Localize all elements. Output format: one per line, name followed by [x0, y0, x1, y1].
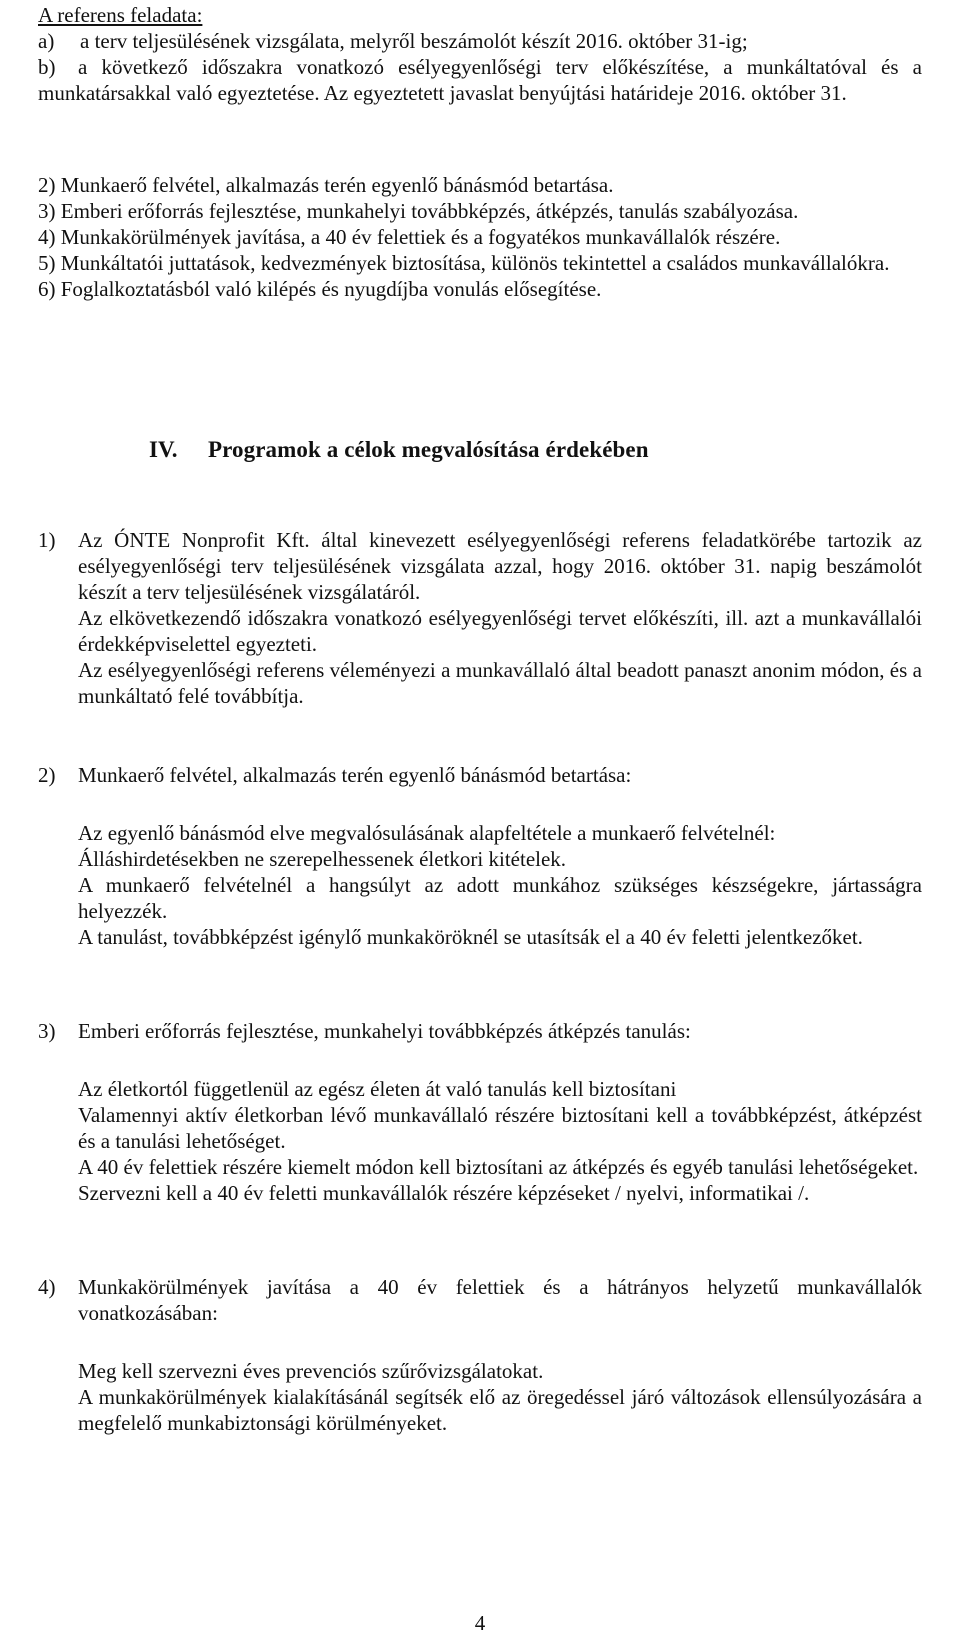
section-2-p4: A tanulást, továbbképzést igénylő munkaköröknél se utasítsák el a 40 év feletti jelentkezőket. — [78, 925, 863, 949]
section-3-title: 3) Emberi erőforrás fejlesztése, munkahelyi továbbképzés átképzés tanulás: — [38, 1019, 691, 1043]
section-4-p1: Meg kell szervezni éves prevenciós szűrővizsgálatokat. — [78, 1359, 544, 1383]
section-heading — [149, 437, 649, 463]
referens-label: A referens feladata: — [38, 3, 203, 27]
section-1 — [38, 527, 922, 709]
goal-item-6: 6) Foglalkoztatásból való kilépés és nyugdíjba vonulás elősegítése. — [38, 277, 602, 301]
section-3-p4: Szervezni kell a 40 év feletti munkavállalók részére képzéseket / nyelvi, informatikai /. — [78, 1181, 810, 1205]
section-3 — [38, 1018, 922, 1206]
task-a: a) a terv teljesülésének vizsgálata, melyről beszámolót készít 2016. október 31-ig; — [38, 29, 748, 53]
goal-item-5: 5) Munkáltatói juttatások, kedvezmények biztosítása, különös tekintettel a családos munkavállalókra. — [38, 251, 890, 275]
section-3-p2: Valamennyi aktív életkorban lévő munkavállaló részére biztosítani kell a továbbképzést, átképzést és a tanulási lehetőséget. — [78, 1103, 922, 1153]
section-3-p1: Az életkortól függetlenül az egész életen át való tanulás kell biztosítani — [78, 1077, 677, 1101]
section-2-p1: Az egyenlő bánásmód elve megvalósulásának alapfeltétele a munkaerő felvételnél: — [78, 821, 776, 845]
section-2-p3: A munkaerő felvételnél a hangsúlyt az adott munkához szükséges készségekre, jártasságra helyezzék. — [78, 873, 922, 923]
section-2 — [38, 762, 922, 950]
goal-item-2: 2) Munkaerő felvétel, alkalmazás terén egyenlő bánásmód betartása. — [38, 173, 614, 197]
page-number: 4 — [474, 1611, 486, 1635]
section-1-p3: Az esélyegyenlőségi referens véleményezi a munkavállaló által beadott panaszt anonim módon, és a munkáltató felé továbbítja. — [78, 658, 922, 708]
referens-tasks — [38, 2, 922, 106]
section-2-title: 2) Munkaerő felvétel, alkalmazás terén egyenlő bánásmód betartása: — [38, 763, 632, 787]
section-4 — [38, 1274, 922, 1436]
goal-item-3: 3) Emberi erőforrás fejlesztése, munkahelyi továbbképzés, átképzés, tanulás szabályozása. — [38, 199, 799, 223]
heading-roman: IV. — [149, 437, 178, 462]
section-1-p2: Az elkövetkezendő időszakra vonatkozó esélyegyenlőségi tervet előkészíti, ill. azt a munkavállalói érdekképviselettel egyezteti. — [78, 606, 922, 656]
task-b: b) a következő időszakra vonatkozó esélyegyenlőségi terv előkészítése, a munkáltatóval és a munkatársakkal való egyeztetése. Az egyeztetett javaslat benyújtási határideje 2016. október 31. — [38, 55, 922, 105]
goals-list — [38, 172, 922, 302]
heading-title: Programok a célok megvalósítása érdekében — [208, 437, 649, 462]
section-2-p2: Álláshirdetésekben ne szerepelhessenek életkori kitételek. — [78, 847, 567, 871]
section-1-intro: 1) Az ÓNTE Nonprofit Kft. által kinevezett esélyegyenlőségi referens feladatkörébe tartozik az esélyegyenlőségi terv teljesülésének vizsgálata azzal, hogy 2016. október 31. napig beszámolót készít a terv teljesülésének vizsgálatáról. — [38, 528, 922, 604]
section-3-p3: A 40 év felettiek részére kiemelt módon kell biztosítani az átképzés és egyéb tanulási lehetőségeket. — [78, 1155, 919, 1179]
section-4-title: 4) Munkakörülmények javítása a 40 év felettiek és a hátrányos helyzetű munkavállalók vonatkozásában: — [38, 1275, 922, 1325]
goal-item-4: 4) Munkakörülmények javítása, a 40 év felettiek és a fogyatékos munkavállalók részére. — [38, 225, 781, 249]
section-4-p2: A munkakörülmények kialakításánál segítsék elő az öregedéssel járó változások ellensúlyozására a megfelelő munkabiztonsági körülményeket. — [78, 1385, 922, 1435]
